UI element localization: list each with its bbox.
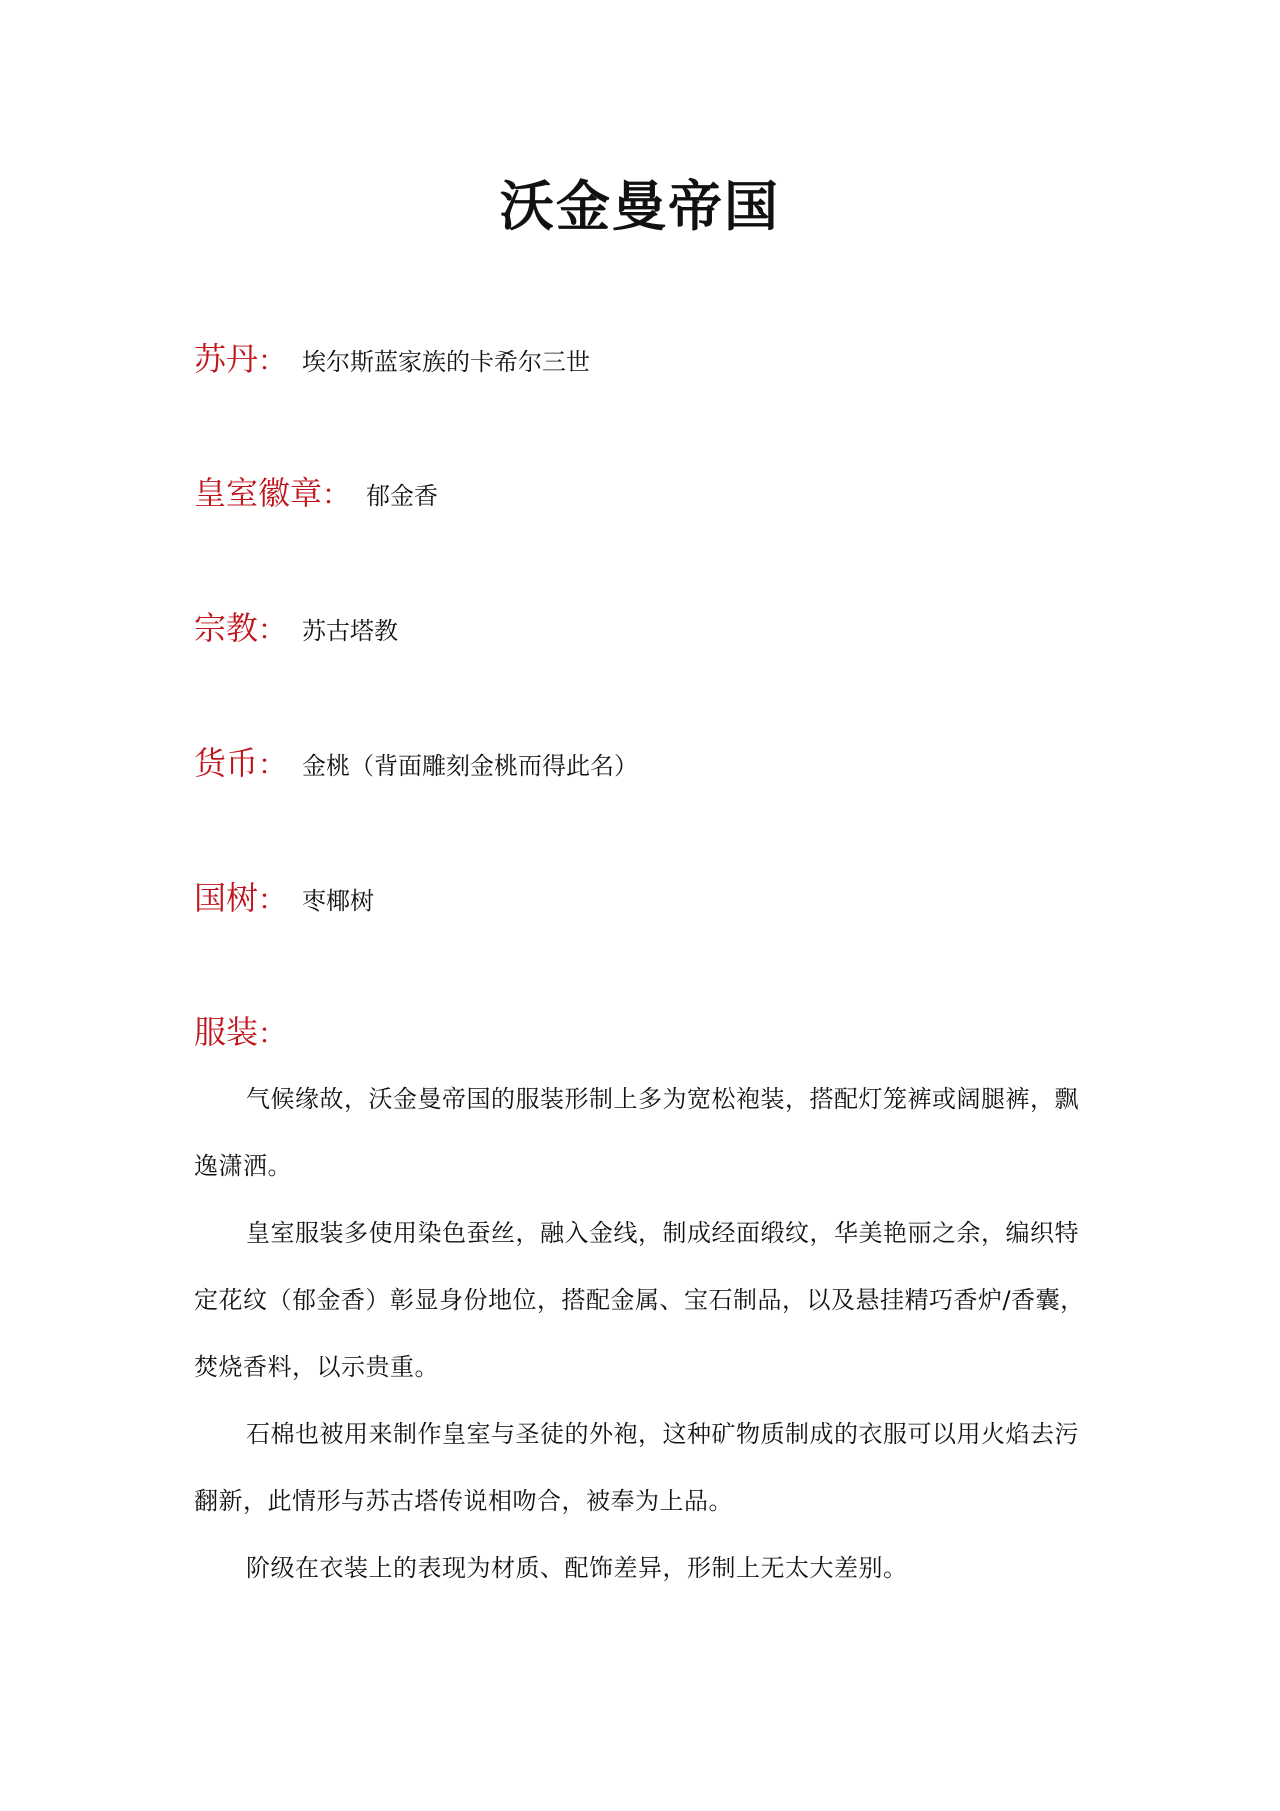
clothing-paragraph: 气候缘故，沃金曼帝国的服装形制上多为宽松袍装，搭配灯笼裤或阔腿裤，飘逸潇洒。 bbox=[194, 1085, 1079, 1180]
field-colon: ： bbox=[322, 478, 351, 511]
clothing-paragraph: 皇室服装多使用染色蚕丝，融入金线，制成经面缎纹，华美艳丽之余，编织特定花纹（郁金香）彰显身份地位，搭配金属、宝石制品，以及悬挂精巧香炉/香囊，焚烧香料，以示贵重。 bbox=[194, 1219, 1085, 1381]
section-clothing-heading bbox=[194, 1010, 302, 1056]
clothing-paragraph: 石棉也被用来制作皇室与圣徒的外袍，这种矿物质制成的衣服可以用火焰去污翻新，此情形与苏古塔传说相吻合，被奉为上品。 bbox=[194, 1420, 1079, 1515]
field-colon: ： bbox=[258, 883, 287, 916]
field-national-tree bbox=[194, 876, 374, 923]
field-label: 苏丹 bbox=[194, 340, 259, 378]
field-currency bbox=[194, 741, 638, 788]
field-colon: ： bbox=[258, 748, 287, 781]
clothing-paragraph: 阶级在衣装上的表现为材质、配饰差异，形制上无太大差别。 bbox=[246, 1554, 908, 1582]
field-value: 金桃（背面雕刻金桃而得此名） bbox=[302, 752, 639, 780]
section-label: 服装 bbox=[194, 1013, 259, 1051]
clothing-paragraphs bbox=[194, 1066, 1094, 1602]
field-value: 郁金香 bbox=[366, 482, 439, 510]
field-value: 埃尔斯蓝家族的卡希尔三世 bbox=[302, 348, 591, 376]
document-title: 沃金曼帝国 bbox=[500, 175, 780, 238]
field-label: 宗教 bbox=[194, 609, 259, 647]
field-colon: ： bbox=[258, 344, 287, 377]
field-value: 枣椰树 bbox=[302, 887, 375, 915]
field-colon: ： bbox=[258, 613, 287, 646]
field-royal-emblem bbox=[194, 471, 438, 518]
field-value: 苏古塔教 bbox=[302, 617, 399, 645]
field-label: 皇室徽章 bbox=[194, 474, 323, 512]
field-sultan bbox=[194, 337, 590, 384]
field-label: 货币 bbox=[194, 744, 259, 782]
section-colon: ： bbox=[258, 1017, 287, 1050]
field-label: 国树 bbox=[194, 879, 259, 917]
field-religion bbox=[194, 606, 398, 653]
